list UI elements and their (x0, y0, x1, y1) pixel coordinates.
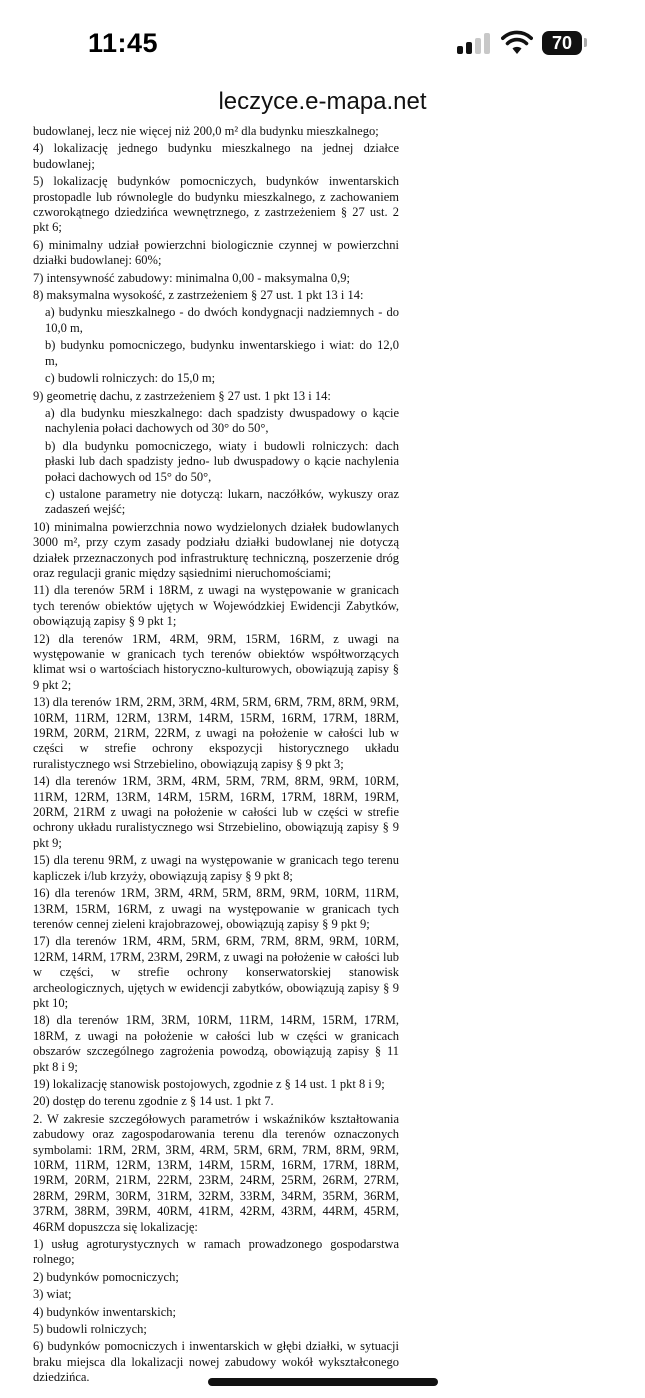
status-time: 11:45 (88, 28, 159, 58)
document-paragraph: 2) budynków pomocniczych; (33, 1269, 179, 1284)
document-paragraph: 4) lokalizację jednego budynku mieszkalnego na jednej działce budowlanej; (33, 141, 399, 171)
document-paragraph: 5) lokalizację budynków pomocniczych, budynków inwentarskich prostopadle lub równolegle do budynku mieszkalnego, z zachowaniem czworokątnego dziedzińca wewnętrznego, z zastrzeżeniem § 27 ust. 2 pkt 6; (33, 174, 399, 235)
battery-cap (584, 38, 587, 47)
document-paragraph: 1) usług agroturystycznych w ramach prowadzonego gospodarstwa rolnego; (33, 1237, 399, 1267)
document-paragraph: 4) budynków inwentarskich; (33, 1304, 177, 1319)
document-paragraph: 6) minimalny udział powierzchni biologicznie czynnej w powierzchni działki budowlanej: 60%; (33, 237, 399, 268)
document-body (0, 124, 645, 1386)
wifi-icon (501, 30, 533, 56)
document-paragraph: 10) minimalna powierzchnia nowo wydzielonych działek budowlanych 3000 m², przy czym zasady podziału działki budowlanej nie dotyczą działek przeznaczonych pod infrastrukturę techniczną, poszerzenie dróg oraz regulacji granic między sąsiednimi nieruchomościami; (33, 519, 399, 580)
document-paragraph: 14) dla terenów 1RM, 3RM, 4RM, 5RM, 7RM, 8RM, 9RM, 10RM, 11RM, 12RM, 13RM, 14RM, 15RM, 16RM, 17RM, 18RM, 19RM, 20RM, 21RM z uwagi na położenie w całości lub w części w strefie ochrony układu ruralistycznego wsi Strzebielino, obowiązują zapisy § 9 pkt 9; (33, 774, 399, 850)
document-paragraph: 13) dla terenów 1RM, 2RM, 3RM, 4RM, 5RM, 6RM, 7RM, 8RM, 9RM, 10RM, 11RM, 12RM, 13RM, 14RM, 15RM, 16RM, 17RM, 18RM, 19RM, 20RM, 21RM, 22RM, z uwagi na położenie w całości lub w części w strefie ochrony ekspozycji historycznego układu ruralistycznego wsi Strzebielino, obowiązują zapisy § 9 pkt 3; (33, 695, 400, 771)
document-paragraph: 2. W zakresie szczegółowych parametrów i wskaźników kształtowania zabudowy oraz zagospodarowania terenu dla terenów oznaczonych symbolami: 1RM, 2RM, 3RM, 4RM, 5RM, 6RM, 7RM, 8RM, 9RM, 10RM, 11RM, 12RM, 13RM, 14RM, 15RM, 16RM, 17RM, 18RM, 19RM, 20RM, 21RM, 22RM, 23RM, 24RM, 25RM, 26RM, 27RM, 28RM, 29RM, 30RM, 31RM, 32RM, 33RM, 34RM, 35RM, 36RM, 37RM, 38RM, 39RM, 40RM, 41RM, 42RM, 43RM, 44RM, 45RM, 46RM dopuszcza się lokalizację: (33, 1111, 399, 1234)
address-bar[interactable]: leczyce.e-mapa.net (218, 88, 427, 115)
document-paragraph: 17) dla terenów 1RM, 4RM, 5RM, 6RM, 7RM, 8RM, 9RM, 10RM, 12RM, 14RM, 17RM, 23RM, 29RM, z uwagi na położenie w całości lub w części, w strefie ochrony konserwatorskiej stanowisk archeologicznych, ujętych w ewidencji zabytków, obowiązują zapisy § 9 pkt 10; (33, 934, 399, 1010)
document-paragraph: 20) dostęp do terenu zgodnie z § 14 ust. 1 pkt 7. (33, 1094, 274, 1109)
document-paragraph: a) dla budynku mieszkalnego: dach spadzisty dwuspadowy o kącie nachylenia połaci dachowych od 30° do 50°, (45, 405, 399, 436)
battery-icon: 70 (542, 31, 582, 55)
document-paragraph: 16) dla terenów 1RM, 3RM, 4RM, 5RM, 8RM, 9RM, 10RM, 11RM, 13RM, 15RM, 16RM, z uwagi na występowanie w granicach tych terenów cennej zieleni krajobrazowej, obowiązują zapisy § 9 pkt 9; (33, 886, 399, 931)
document-paragraph: 9) geometrię dachu, z zastrzeżeniem § 27 ust. 1 pkt 13 i 14: (33, 388, 331, 403)
document-paragraph: 18) dla terenów 1RM, 3RM, 10RM, 11RM, 14RM, 15RM, 17RM, 18RM, z uwagi na położenie w całości lub w części w granicach obszarów szczególnego zagrożenia powodzą, obowiązują zapisy § 11 pkt 8 i 9; (33, 1013, 399, 1074)
document-paragraph: 5) budowli rolniczych; (33, 1322, 147, 1337)
document-paragraph: a) budynku mieszkalnego - do dwóch kondygnacji nadziemnych - do 10,0 m, (45, 305, 399, 335)
document-content[interactable] (0, 124, 645, 1398)
document-paragraph: 12) dla terenów 1RM, 4RM, 9RM, 15RM, 16RM, z uwagi na występowanie w granicach tych terenów obiektów współtworzących klimat wsi o wartościach historyczno-kulturowych, obowiązują zapisy § 9 pkt 2; (33, 631, 399, 692)
document-paragraph: c) ustalone parametry nie dotyczą: lukarn, naczółków, wykuszy oraz zadaszeń wejść; (45, 486, 399, 517)
document-paragraph: c) budowli rolniczych: do 15,0 m; (45, 371, 216, 386)
document-paragraph: b) dla budynku pomocniczego, wiaty i budowli rolniczych: dach płaski lub dach spadzisty jedno- lub dwuspadowy o kącie nachylenia połaci dachowych od 15° do 50°, (45, 438, 399, 484)
cellular-signal-icon (457, 32, 493, 54)
home-indicator[interactable] (208, 1378, 438, 1386)
document-paragraph: 8) maksymalna wysokość, z zastrzeżeniem § 27 ust. 1 pkt 13 i 14: (33, 288, 364, 303)
document-paragraph: 19) lokalizację stanowisk postojowych, zgodnie z § 14 ust. 1 pkt 8 i 9; (33, 1076, 385, 1091)
document-paragraph: 3) wiat; (33, 1287, 72, 1302)
document-paragraph: 6) budynków pomocniczych i inwentarskich w głębi działki, w sytuacji braku miejsca dla lokalizacji nowej zabudowy wokół wykształconego dziedzińca. (33, 1339, 399, 1385)
document-paragraph: b) budynku pomocniczego, budynku inwentarskiego i wiat: do 12,0 m, (45, 338, 399, 368)
document-paragraph: 15) dla terenu 9RM, z uwagi na występowanie w granicach tego terenu kapliczek i/lub krzyży, obowiązują zapisy § 9 pkt 8; (33, 853, 399, 883)
document-paragraph: budowlanej, lecz nie więcej niż 200,0 m² dla budynku mieszkalnego; (33, 124, 379, 138)
document-paragraph: 7) intensywność zabudowy: minimalna 0,00 - maksymalna 0,9; (33, 270, 350, 285)
document-paragraph: 11) dla terenów 5RM i 18RM, z uwagi na występowanie w granicach tych terenów obiektów ujętych w Wojewódzkiej Ewidencji Zabytków, obowiązują zapisy § 9 pkt 1; (33, 583, 399, 629)
status-bar (0, 0, 645, 86)
